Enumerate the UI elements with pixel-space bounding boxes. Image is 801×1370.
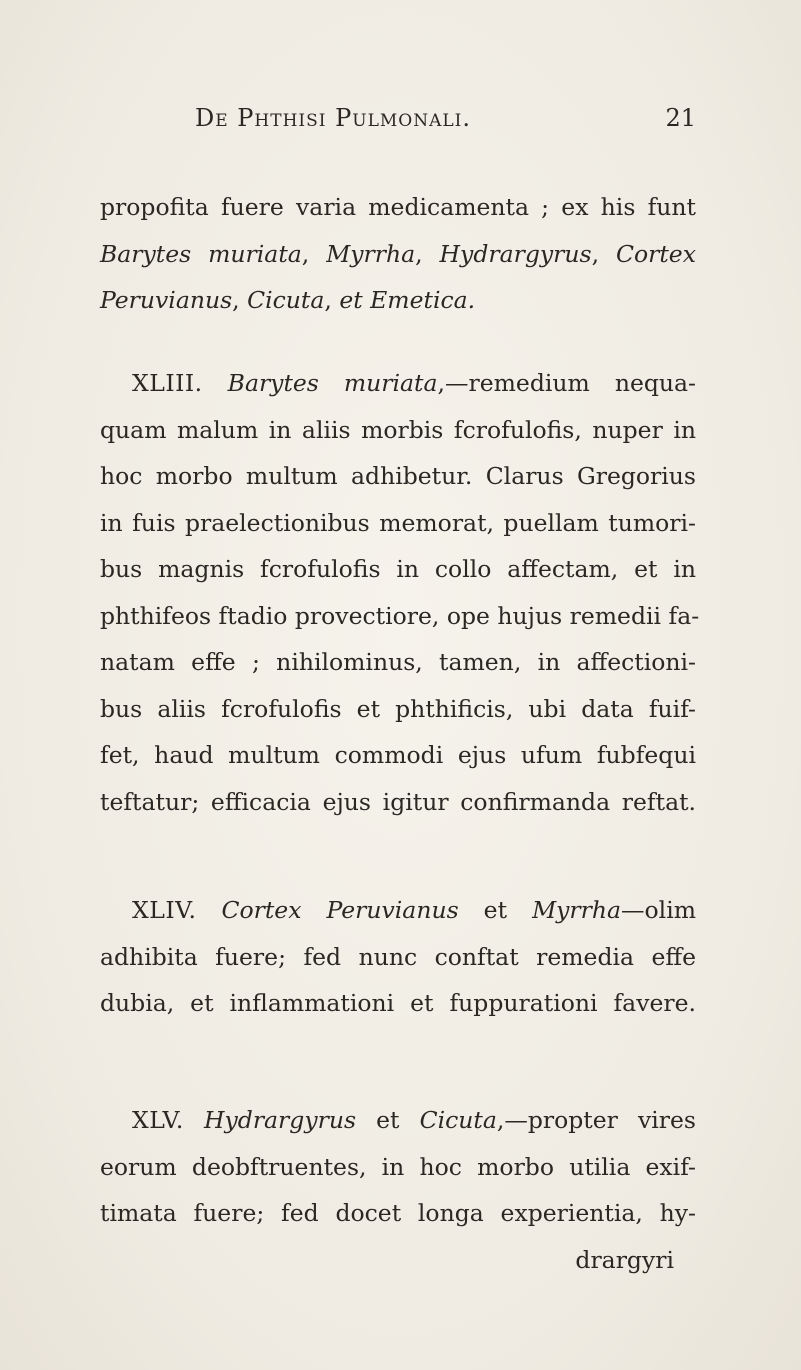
text-line: bus aliis fcrofulofis et phthificis, ubi data fuif- xyxy=(100,694,696,723)
text-line: XLIV. Cortex Peruvianus et Myrrha—olim xyxy=(132,896,696,924)
text-line: natam effe ; nihilominus, tamen, in affectioni- xyxy=(100,648,696,676)
text-line: phthifeos ftadio provectiore, ope hujus remedii fa- xyxy=(100,601,700,630)
term-barytes: Barytes muriata xyxy=(100,239,302,268)
section-term: Cortex Peruvianus xyxy=(221,896,459,924)
page-header xyxy=(100,104,696,144)
running-head: De Phthisi Pulmonali. xyxy=(195,104,472,132)
section-term: Cicuta xyxy=(419,1106,497,1134)
text-line: hoc morbo multum adhibetur. Clarus Gregorius xyxy=(100,462,696,490)
text-line: quam malum in aliis morbis fcrofulofis, nuper in xyxy=(100,415,696,444)
page-number: 21 xyxy=(665,104,696,132)
term-cortex: Cortex xyxy=(616,239,696,268)
text-line: XLV. Hydrargyrus et Cicuta,—propter vires xyxy=(132,1106,696,1134)
section-43 xyxy=(100,360,700,825)
text-line: propofita fuere varia medicamenta ; ex his funt xyxy=(100,193,696,221)
section-44 xyxy=(100,887,696,1027)
text-line: dubia, et inflammationi et fuppurationi favere. xyxy=(100,989,696,1017)
term-cicuta: Cicuta xyxy=(247,286,325,314)
text-line: Peruvianus, Cicuta, et Emetica. xyxy=(100,286,476,314)
section-number: XLV. xyxy=(132,1106,184,1134)
term-myrrha: Myrrha xyxy=(326,239,416,268)
text-line: eorum deobftruentes, in hoc morbo utilia exif- xyxy=(100,1152,696,1181)
text-line: teftatur; efficacia ejus igitur confirmanda reftat. xyxy=(100,787,696,816)
section-number: XLIV. xyxy=(132,896,197,924)
text-line: bus magnis fcrofulofis in collo affectam, et in xyxy=(100,555,696,583)
text-line: XLIII. Barytes muriata,—remedium nequa- xyxy=(132,369,696,397)
term-hydrargyrus: Hydrargyrus xyxy=(439,239,592,268)
text-line: timata fuere; fed docet longa experientia, hy- xyxy=(100,1199,696,1227)
section-term: Myrrha xyxy=(532,896,622,924)
text-line: in fuis praelectionibus memorat, puellam tumori- xyxy=(100,508,696,537)
catchword: drargyri xyxy=(575,1245,674,1274)
term-emetica: et Emetica. xyxy=(339,286,476,314)
text-line: Barytes muriata, Myrrha, Hydrargyrus, Cortex xyxy=(100,239,696,268)
section-number: XLIII. xyxy=(132,369,203,397)
text-line: adhibita fuere; fed nunc conftat remedia effe xyxy=(100,942,696,971)
section-45 xyxy=(100,1097,696,1283)
section-term: Barytes muriata xyxy=(227,369,438,397)
term-peruvianus: Peruvianus xyxy=(100,286,233,314)
paragraph-intro xyxy=(100,184,696,324)
text-line: fet, haud multum commodi ejus ufum fubfequi xyxy=(100,741,696,769)
section-term: Hydrargyrus xyxy=(204,1106,357,1134)
